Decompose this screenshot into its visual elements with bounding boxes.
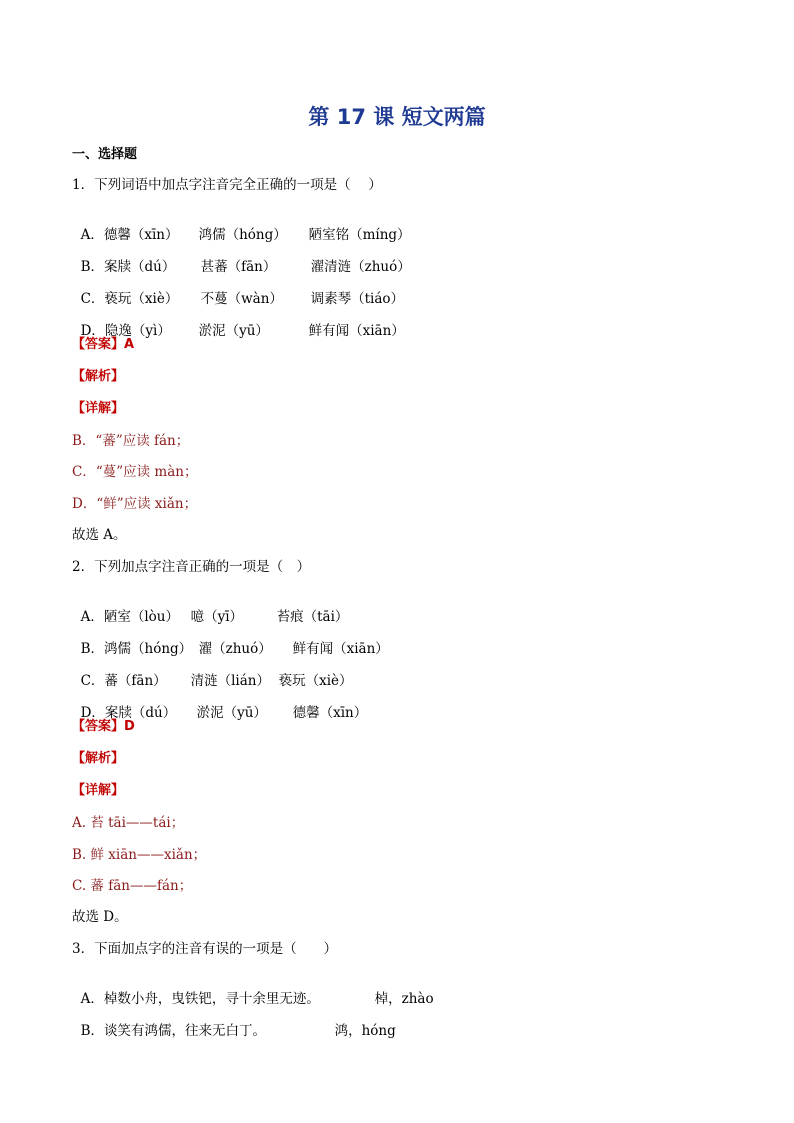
analysis-label: 【解析】 xyxy=(72,751,125,766)
question-2-option-b xyxy=(72,622,389,658)
option-item: B．鸿儒（hóng） xyxy=(80,641,193,657)
question-3-option-a xyxy=(72,972,434,1008)
option-item: 噫（yī） xyxy=(190,609,244,625)
option-item: 淤泥（yū） xyxy=(196,705,267,721)
question-1-stem: 1．下列词语中加点字注音完全正确的一项是（ ） xyxy=(72,177,382,193)
option-item: A．德馨（xīn） xyxy=(80,227,179,243)
option-item: A．陋室（lòu） xyxy=(80,609,179,625)
option-item: 淤泥（yū） xyxy=(198,323,269,339)
conclusion-line: 故选 D。 xyxy=(72,909,128,925)
explanation-line: B．“蕃”应读 fán； xyxy=(72,433,190,449)
option-item: 鸿，hóng xyxy=(334,1023,396,1039)
option-item: 濯清涟（zhuó） xyxy=(310,259,411,275)
option-item: A．棹数小舟，曳铁钯，寻十余里无迹。 xyxy=(80,991,320,1007)
question-2-option-c xyxy=(72,654,353,690)
explanation-line: D．“鲜”应读 xiǎn； xyxy=(72,496,198,512)
analysis-label: 【解析】 xyxy=(72,369,125,384)
option-item: 德馨（xīn） xyxy=(292,705,368,721)
question-1-option-a xyxy=(72,208,411,244)
section-heading: 一、选择题 xyxy=(72,147,138,162)
option-item: 甚蕃（fān） xyxy=(200,259,277,275)
answer-label: 【答案】D xyxy=(72,719,135,734)
option-item: 调素琴（tiáo） xyxy=(310,291,405,307)
option-item: 苔痕（tāi） xyxy=(276,609,349,625)
option-item: 棹，zhào xyxy=(374,991,434,1007)
question-2-option-d xyxy=(72,686,367,722)
question-1-option-c xyxy=(72,272,404,308)
option-item: C．亵玩（xiè） xyxy=(80,291,179,307)
option-item: D．隐逸（yì） xyxy=(80,323,171,339)
option-item: 鲜有闻（xiān） xyxy=(308,323,405,339)
explanation-line: C．“蔓”应读 màn； xyxy=(72,464,198,480)
detail-label: 【详解】 xyxy=(72,783,125,798)
question-3-stem: 3．下面加点字的注音有误的一项是（ ） xyxy=(72,941,338,957)
question-3-option-b xyxy=(72,1004,396,1040)
question-1-option-b xyxy=(72,240,411,276)
option-item: C．蕃（fān） xyxy=(80,673,167,689)
question-1-option-d xyxy=(72,304,405,340)
detail-label: 【详解】 xyxy=(72,401,125,416)
option-item: 鲜有闻（xiān） xyxy=(292,641,389,657)
option-item: 濯（zhuó） xyxy=(198,641,272,657)
explanation-line: A. 苔 tāi——tái； xyxy=(72,815,185,831)
question-2-option-a xyxy=(72,590,348,626)
answer-label: 【答案】A xyxy=(72,337,135,352)
question-2-stem: 2．下列加点字注音正确的一项是（ ） xyxy=(72,559,311,575)
option-item: 不蔓（wàn） xyxy=(200,291,283,307)
option-item: B．谈笑有鸿儒，往来无白丁。 xyxy=(80,1023,267,1039)
option-item: 鸿儒（hóng） xyxy=(198,227,287,243)
option-item: 清涟（lián） xyxy=(190,673,270,689)
explanation-line: B. 鲜 xiān——xiǎn； xyxy=(72,847,207,863)
option-item: D．案牍（dú） xyxy=(80,705,177,721)
option-item: 亵玩（xiè） xyxy=(278,673,353,689)
explanation-line: C. 蕃 fān——fán； xyxy=(72,878,193,894)
conclusion-line: 故选 A。 xyxy=(72,527,127,543)
page-title: 第 17 课 短文两篇 xyxy=(308,105,486,129)
option-item: 陋室铭（míng） xyxy=(308,227,411,243)
option-item: B．案牍（dú） xyxy=(80,259,176,275)
